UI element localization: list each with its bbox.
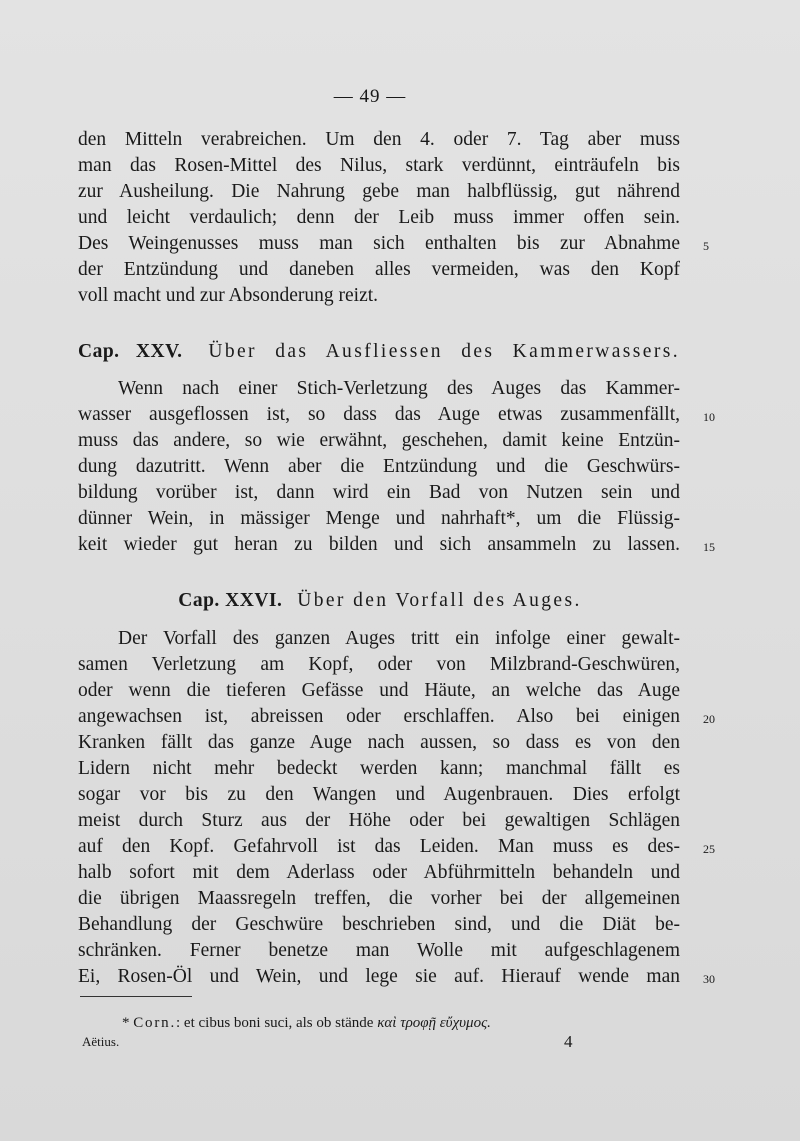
chapter-title: Über den Vorfall des Auges. bbox=[297, 590, 582, 611]
text-line: bildung vorüber ist, dann wird ein Bad von Nutzen sein und bbox=[78, 482, 680, 503]
text-line: schränken. Ferner benetze man Wolle mit aufgeschlagenem bbox=[78, 940, 680, 961]
text-line: meist durch Sturz aus der Höhe oder bei gewaltigen Schlägen bbox=[78, 810, 680, 831]
chapter-heading-25 bbox=[78, 338, 680, 366]
footnote bbox=[122, 1013, 491, 1033]
text-line: Behandlung der Geschwüre beschrieben sind, und die Diät be- bbox=[78, 914, 680, 935]
footnote-rule bbox=[80, 996, 192, 997]
text-line: zur Ausheilung. Die Nahrung gebe man halbflüssig, gut nährend bbox=[78, 181, 680, 202]
signature-author: Aëtius. bbox=[82, 1034, 120, 1049]
margin-line-number: 25 bbox=[703, 842, 715, 856]
margin-line-number: 30 bbox=[703, 972, 715, 986]
margin-line-number: 15 bbox=[703, 540, 715, 554]
text-line: Des Weingenusses muss man sich enthalten bis zur Abnahme bbox=[78, 233, 680, 254]
text-line: angewachsen ist, abreissen oder erschlaffen. Also bei einigen bbox=[78, 706, 680, 727]
chapter-number: Cap. XXV. bbox=[78, 341, 183, 362]
text-line: muss das andere, so wie erwähnt, geschehen, damit keine Entzün- bbox=[78, 430, 680, 451]
text-line: voll macht und zur Absonderung reizt. bbox=[78, 285, 379, 306]
margin-line-number: 20 bbox=[703, 712, 715, 726]
text-line: wasser ausgeflossen ist, so dass das Auge etwas zusammenfällt, bbox=[78, 404, 680, 425]
margin-line-number: 10 bbox=[703, 410, 715, 424]
text-line: sogar vor bis zu den Wangen und Augenbrauen. Dies erfolgt bbox=[78, 784, 680, 805]
text-line: samen Verletzung am Kopf, oder von Milzbrand-Geschwüren, bbox=[78, 654, 680, 675]
footnote-text: : et cibus boni suci, als ob stände bbox=[176, 1015, 378, 1031]
text-line: man das Rosen-Mittel des Nilus, stark verdünnt, einträufeln bis bbox=[78, 155, 680, 176]
chapter-title: Über das Ausfliessen des Kammerwassers. bbox=[208, 341, 680, 362]
text-line: Ei, Rosen-Öl und Wein, und lege sie auf. Hierauf wende man bbox=[78, 966, 680, 987]
text-line: keit wieder gut heran zu bilden und sich ansammeln zu lassen. bbox=[78, 534, 680, 555]
text-line: der Entzündung und daneben alles vermeiden, was den Kopf bbox=[78, 259, 680, 280]
text-line: Kranken fällt das ganze Auge nach aussen, so dass es von den bbox=[78, 732, 680, 753]
text-line: Der Vorfall des ganzen Auges tritt ein infolge einer gewalt- bbox=[118, 628, 680, 649]
text-line: Wenn nach einer Stich-Verletzung des Auges das Kammer- bbox=[118, 378, 680, 399]
text-line: dünner Wein, in mässiger Menge und nahrhaft*, um die Flüssig- bbox=[78, 508, 680, 529]
chapter-heading-26 bbox=[0, 587, 760, 615]
page-number: — 49 — bbox=[333, 86, 407, 107]
text-line: den Mitteln verabreichen. Um den 4. oder 7. Tag aber muss bbox=[78, 129, 680, 150]
footnote-greek: καὶ τροφῇ εὔχυμος. bbox=[377, 1015, 491, 1031]
text-line: dung dazutritt. Wenn aber die Entzündung und die Geschwürs- bbox=[78, 456, 680, 477]
text-line: oder wenn die tieferen Gefässe und Häute, an welche das Auge bbox=[78, 680, 680, 701]
text-line: halb sofort mit dem Aderlass oder Abführmitteln behandeln und bbox=[78, 862, 680, 883]
footnote-source: Corn. bbox=[133, 1015, 176, 1031]
text-line: die übrigen Maassregeln treffen, die vorher bei der allgemeinen bbox=[78, 888, 680, 909]
footnote-mark: * bbox=[122, 1015, 134, 1031]
text-line: und leicht verdaulich; denn der Leib muss immer offen sein. bbox=[78, 207, 680, 228]
text-line: auf den Kopf. Gefahrvoll ist das Leiden. Man muss es des- bbox=[78, 836, 680, 857]
signature-number: 4 bbox=[564, 1032, 573, 1051]
margin-line-number: 5 bbox=[703, 239, 709, 253]
chapter-number: Cap. XXVI. bbox=[178, 590, 283, 611]
text-line: Lidern nicht mehr bedeckt werden kann; manchmal fällt es bbox=[78, 758, 680, 779]
